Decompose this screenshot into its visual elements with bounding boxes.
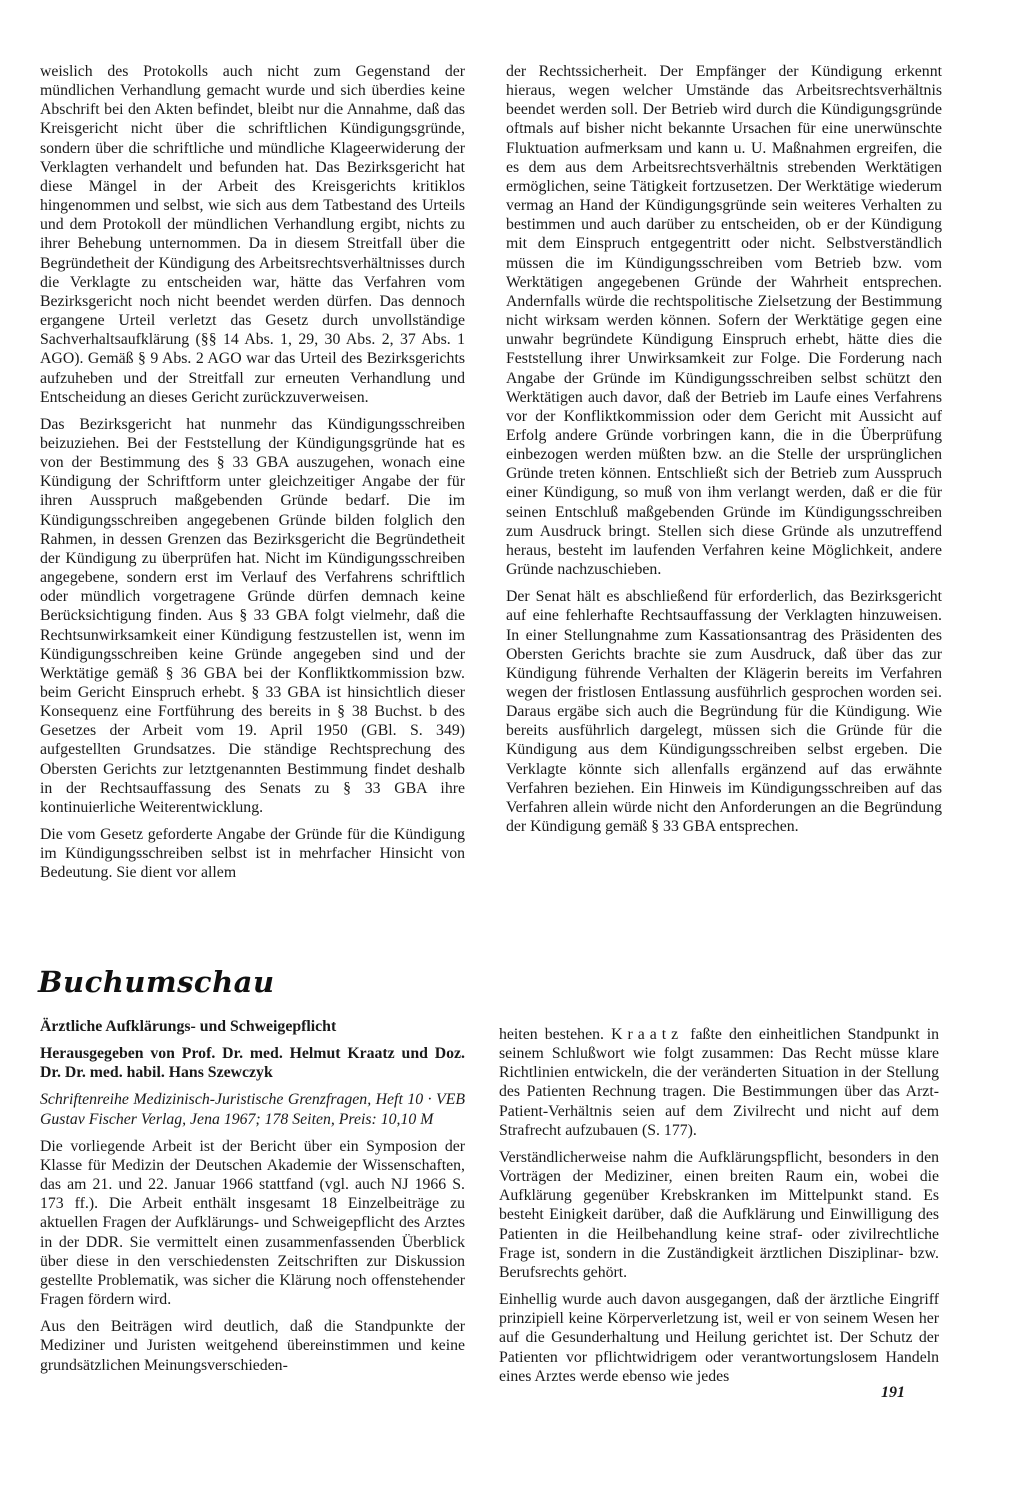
book-authors: Herausgegeben von Prof. Dr. med. Helmut Kraatz und Doz. Dr. Dr. med. habil. Hans Szewczyk bbox=[40, 1045, 465, 1082]
paragraph: der Rechtssicherheit. Der Empfänger der Kündigung erkennt hieraus, wegen welcher Umstände das Arbeitsrechtsverhältnis beendet werden soll. Der Betrieb wird durch die Kündigungsgründe oftmals auf bisher nicht bekannte Ursachen für eine unerwünschte Fluktuation aufmerksam und kann u. U. Maßnahmen ergreifen, die es dem aus dem Arbeitsrechtsverhältnis strebenden Werktätigen ermöglichen, seine Tätigkeit fortzusetzen. Der Werktätige wiederum vermag an Hand der Kündigungsgründe sein weiteres Verhalten zu bestimmen und auch darüber zu entscheiden, ob er der Kündigung mit dem Einspruch entgegentritt oder nicht. Selbstverständlich müssen die im Kündigungsschreiben vom Betrieb bzw. vom Werktätigen angegebenen Gründe der Wahrheit entsprechen. Andernfalls würde die rechtspolitische Zielsetzung der Bestimmung nicht wirksam werden können. Sofern der Werktätige gegen eine unwahr begründete Kündigung Einspruch erhebt, hätte dies die Feststellung ihrer Unwirksamkeit zur Folge. Die Forderung nach Angabe der Gründe im Kündigungsschreiben selbst schützt den Werktätigen auch davor, daß der Betrieb im Laufe eines Verfahrens vor der Konfliktkommission oder dem Gericht mit Aussicht auf Erfolg andere Gründe vorbringen kann, die in die Überprüfung einbezogen werden müßten bzw. an die Stelle der ursprünglichen Gründe treten können. Entschließt sich der Betrieb zum Ausspruch einer Kündigung, so muß von ihm verlangt werden, daß er die für seinen Entschluß maßgebenden Gründe im Kündigungsschreiben zum Ausdruck bringt. Stellen sich diese Gründe als unzutreffend heraus, besteht im laufenden Verfahren keine Möglichkeit, andere Gründe nachzuschieben. bbox=[506, 63, 942, 579]
book-title: Ärztliche Aufklärungs- und Schweigepflicht bbox=[40, 1018, 337, 1035]
author-name-spaced: Kraatz bbox=[611, 1026, 684, 1043]
paragraph: Der Senat hält es abschließend für erforderlich, das Bezirksgericht auf eine fehlerhafte Rechtsauffassung der Verklagten hinzuweisen. In einer Stellungnahme zum Kassationsantrag des Präsidenten des Obersten Gerichts brachte sie zum Ausdruck, daß über das zur Kündigung führende Verhalten der Klägerin bereits im Verfahren wegen der fristlosen Entlassung ausführlich gesprochen worden sei. Daraus ergäbe sich auch die Begründung für die Kündigung. Wie bereits ausführlich dargelegt, müssen sich die Gründe für die Kündigung aus dem Kündigungsschreiben selbst ergeben. Die Verklagte könnte sich allenfalls ergänzend auf das erwähnte Verfahren beziehen. Ein Hinweis im Kündigungsschreiben auf das Verfahren allein würde nicht den Anforderungen an die Begründung der Kündigung gemäß § 33 GBA entsprechen. bbox=[506, 588, 942, 836]
book-series: Schriftenreihe Medizinisch-Juristische Grenzfragen, Heft 10 · VEB Gustav Fischer Verlag, Jena 1967; 178 Seiten, Preis: 10,10 M bbox=[40, 1091, 465, 1128]
text-run: heiten bestehen. bbox=[499, 1026, 604, 1043]
paragraph: Die vorliegende Arbeit ist der Bericht über ein Symposion der Klasse für Medizin der Deutschen Akademie der Wissenschaften, das am 21. und 22. Januar 1966 stattfand (vgl. auch NJ 1966 S. 173 ff.). Die Arbeit enthält insgesamt 18 Einzelbeiträge zu aktuellen Fragen der Aufklärungs- und Schweigepflicht des Arztes in der DDR. Sie vermittelt einen zusammenfassenden Überblick über diese in den verschiedensten Zeitschriften zur Diskussion gestellte Problematik, was sicher die Klärung noch offenstehender Fragen fördern wird. bbox=[40, 1137, 465, 1309]
review-right-column bbox=[499, 1025, 939, 1394]
paragraph: Verständlicherweise nahm die Aufklärungspflicht, besonders in den Vorträgen der Mediziner, einen breiten Raum ein, wobei die Aufklärung gegenüber Krebskranken im Mittelpunkt stand. Es besteht Einigkeit darüber, daß die Aufklärung und Einwilligung des Patienten in die Heilbehandlung keine straf- oder zivilrechtliche Frage ist, sondern in die Zuständigkeit ärztlichen Disziplinar- bzw. Berufsrechts gehört. bbox=[499, 1148, 939, 1281]
section-heading: Buchumschau bbox=[38, 965, 275, 999]
paragraph: Das Bezirksgericht hat nunmehr das Kündigungsschreiben beizuziehen. Bei der Feststellung der Kündigungsgründe hat es von der Bestimmung des § 33 GBA auszugehen, wonach eine Kündigung der Schriftform unter gleichzeitiger Angabe der für ihren Ausspruch maßgebenden Gründe bedarf. Die im Kündigungsschreiben angegebenen Gründe bilden folglich den Rahmen, in dessen Grenzen das Bezirksgericht die Begründetheit der Kündigung zu überprüfen hat. Nicht im Kündigungsschreiben angegebene, sondern erst im Verlauf des Verfahrens schriftlich oder mündlich vorgetragene Gründe dürfen demnach keine Berücksichtigung finden. Aus § 33 GBA folgt vielmehr, daß die Rechtsunwirksamkeit einer Kündigung festzustellen ist, wenn im Kündigungsschreiben keine Gründe angegeben sind und der Werktätige gemäß § 36 GBA bei der Konfliktkommission bzw. beim Gericht Einspruch erhebt. § 33 GBA ist hinsichtlich dieser Konsequenz eine Fortführung des bereits in § 38 Buchst. b des Gesetzes der Arbeit vom 19. April 1950 (GBl. S. 349) aufgestellten Grundsatzes. Die ständige Rechtsprechung des Obersten Gerichts zur letztgenannten Bestimmung findet deshalb in der Rechtsauffassung des Senats zu § 33 GBA ihre kontinuierliche Weiterentwicklung. bbox=[40, 415, 465, 816]
paragraph: Einhellig wurde auch davon ausgegangen, daß der ärztliche Eingriff prinzipiell keine Körperverletzung ist, weil er von seinem Wesen her auf die Gesunderhaltung und Heilung gerichtet ist. Der Schutz der Patienten vor pflichtwidrigem oder verantwortungslosem Handeln eines Arztes werde ebenso wie jedes bbox=[499, 1291, 939, 1385]
paragraph: Aus den Beiträgen wird deutlich, daß die Standpunkte der Mediziner und Juristen weitgehend übereinstimmen und keine grundsätzlichen Meinungsverschieden- bbox=[40, 1318, 465, 1374]
paragraph: Die vom Gesetz geforderte Angabe der Gründe für die Kündigung im Kündigungsschreiben selbst ist in mehrfacher Hinsicht von Bedeutung. Sie dient vor allem bbox=[40, 826, 465, 882]
page-number: 191 bbox=[881, 1384, 905, 1401]
review-left-column bbox=[40, 1017, 465, 1383]
paragraph bbox=[499, 1025, 939, 1140]
text-run: faßte den einheitlichen Standpunkt in seinem Schlußwort wie folgt zusammen: Das Recht müsse klare Richtlinien entwickeln, die der veränderten Situation in der Stellung des Patienten Rechnung tragen. Die Bestimmungen über das Arzt-Patient-Verhältnis seien auf dem Zivilrecht und nicht auf dem Strafrecht aufzubauen (S. 177). bbox=[499, 1026, 939, 1139]
left-column-top bbox=[40, 62, 465, 891]
paragraph: weislich des Protokolls auch nicht zum Gegenstand der mündlichen Verhandlung gemacht wurde und sich überdies keine Abschrift bei den Akten befindet, bleibt nur die Annahme, daß das Kreisgericht nicht über die schriftlichen Kündigungsgründe, sondern über die schriftliche und mündliche Klageerwiderung der Verklagten verhandelt und befunden hat. Das Bezirksgericht hat diese Mängel in der Arbeit des Kreisgerichts kritiklos hingenommen und selbst, wie sich aus dem Tatbestand des Urteils und dem Protokoll der mündlichen Verhandlung ergibt, nichts zu ihrer Behebung unternommen. Da in diesem Streitfall über die Begründetheit der Kündigung des Arbeitsrechtsverhältnisses durch die Verklagte zu entscheiden war, hätte das Verfahren vom Bezirksgericht noch nicht beendet werden dürfen. Das dennoch ergangene Urteil verletzt das Gesetz durch unvollständige Sachverhaltsaufklärung (§§ 14 Abs. 1, 29, 30 Abs. 2, 37 Abs. 1 AGO). Gemäß § 9 Abs. 2 AGO war das Urteil des Bezirksgerichts aufzuheben und der Streitfall zur erneuten Verhandlung und Entscheidung an dieses Gericht zurückzuverweisen. bbox=[40, 63, 465, 406]
right-column-top bbox=[506, 62, 942, 844]
